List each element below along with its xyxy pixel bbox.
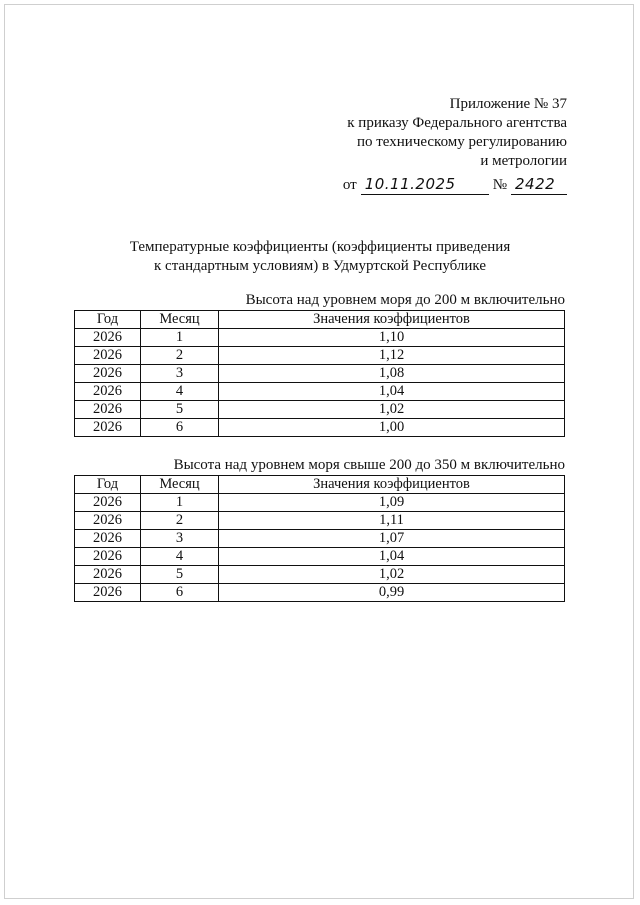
cell-value: 1,10: [219, 329, 565, 347]
header-values: Значения коэффициентов: [219, 476, 565, 494]
cell-year: 2026: [75, 494, 141, 512]
cell-value: 1,02: [219, 401, 565, 419]
cell-month: 1: [141, 329, 219, 347]
table-row: [75, 566, 565, 584]
agency-line: по техническому регулированию: [356, 134, 567, 150]
table-row: [75, 365, 565, 383]
cell-year: 2026: [75, 365, 141, 383]
header-year: Год: [75, 476, 141, 494]
handwritten-date: 10.11.2025: [361, 175, 489, 195]
cell-value: 1,08: [219, 365, 565, 383]
table-row: [75, 347, 565, 365]
table-header-row: [75, 476, 565, 494]
cell-value: 1,02: [219, 566, 565, 584]
handwritten-number: 2422: [511, 175, 567, 195]
cell-month: 2: [141, 347, 219, 365]
cell-month: 5: [141, 401, 219, 419]
cell-month: 3: [141, 530, 219, 548]
table-1-caption: Высота над уровнем моря до 200 м включительно: [245, 292, 565, 308]
table-2-caption: Высота над уровнем моря свыше 200 до 350 м включительно: [173, 457, 565, 473]
coefficients-table-2: [74, 475, 565, 602]
table-row: [75, 383, 565, 401]
cell-month: 4: [141, 383, 219, 401]
table-row: [75, 584, 565, 602]
agency-line-end: и метрологии: [480, 153, 567, 169]
cell-value: 1,12: [219, 347, 565, 365]
cell-month: 2: [141, 512, 219, 530]
cell-value: 1,00: [219, 419, 565, 437]
table-row: [75, 512, 565, 530]
cell-value: 1,11: [219, 512, 565, 530]
header-year: Год: [75, 311, 141, 329]
header-month: Месяц: [141, 311, 219, 329]
table-row: [75, 494, 565, 512]
cell-year: 2026: [75, 329, 141, 347]
cell-year: 2026: [75, 383, 141, 401]
title-line-1: Температурные коэффициенты (коэффициенты приведения: [129, 239, 511, 255]
number-prefix: №: [492, 177, 507, 193]
cell-month: 6: [141, 584, 219, 602]
date-line: [343, 175, 567, 195]
header-month: Месяц: [141, 476, 219, 494]
cell-value: 1,04: [219, 548, 565, 566]
cell-year: 2026: [75, 548, 141, 566]
title-line-2: к стандартным условиям) в Удмуртской Республике: [154, 258, 486, 274]
cell-month: 3: [141, 365, 219, 383]
cell-month: 5: [141, 566, 219, 584]
appendix-number: Приложение № 37: [449, 96, 567, 112]
order-reference: к приказу Федерального агентства: [347, 115, 567, 131]
appendix-header: [343, 95, 567, 195]
cell-year: 2026: [75, 566, 141, 584]
cell-value: 1,07: [219, 530, 565, 548]
cell-year: 2026: [75, 530, 141, 548]
cell-year: 2026: [75, 584, 141, 602]
cell-value: 0,99: [219, 584, 565, 602]
cell-year: 2026: [75, 347, 141, 365]
table-row: [75, 530, 565, 548]
cell-year: 2026: [75, 401, 141, 419]
table-row: [75, 401, 565, 419]
cell-month: 4: [141, 548, 219, 566]
date-prefix: от: [342, 177, 357, 193]
document-title: [0, 238, 640, 276]
cell-month: 1: [141, 494, 219, 512]
cell-value: 1,09: [219, 494, 565, 512]
cell-year: 2026: [75, 512, 141, 530]
table-row: [75, 329, 565, 347]
header-values: Значения коэффициентов: [219, 311, 565, 329]
coefficients-table-1: [74, 310, 565, 437]
table-row: [75, 419, 565, 437]
cell-year: 2026: [75, 419, 141, 437]
cell-value: 1,04: [219, 383, 565, 401]
cell-month: 6: [141, 419, 219, 437]
table-header-row: [75, 311, 565, 329]
table-row: [75, 548, 565, 566]
